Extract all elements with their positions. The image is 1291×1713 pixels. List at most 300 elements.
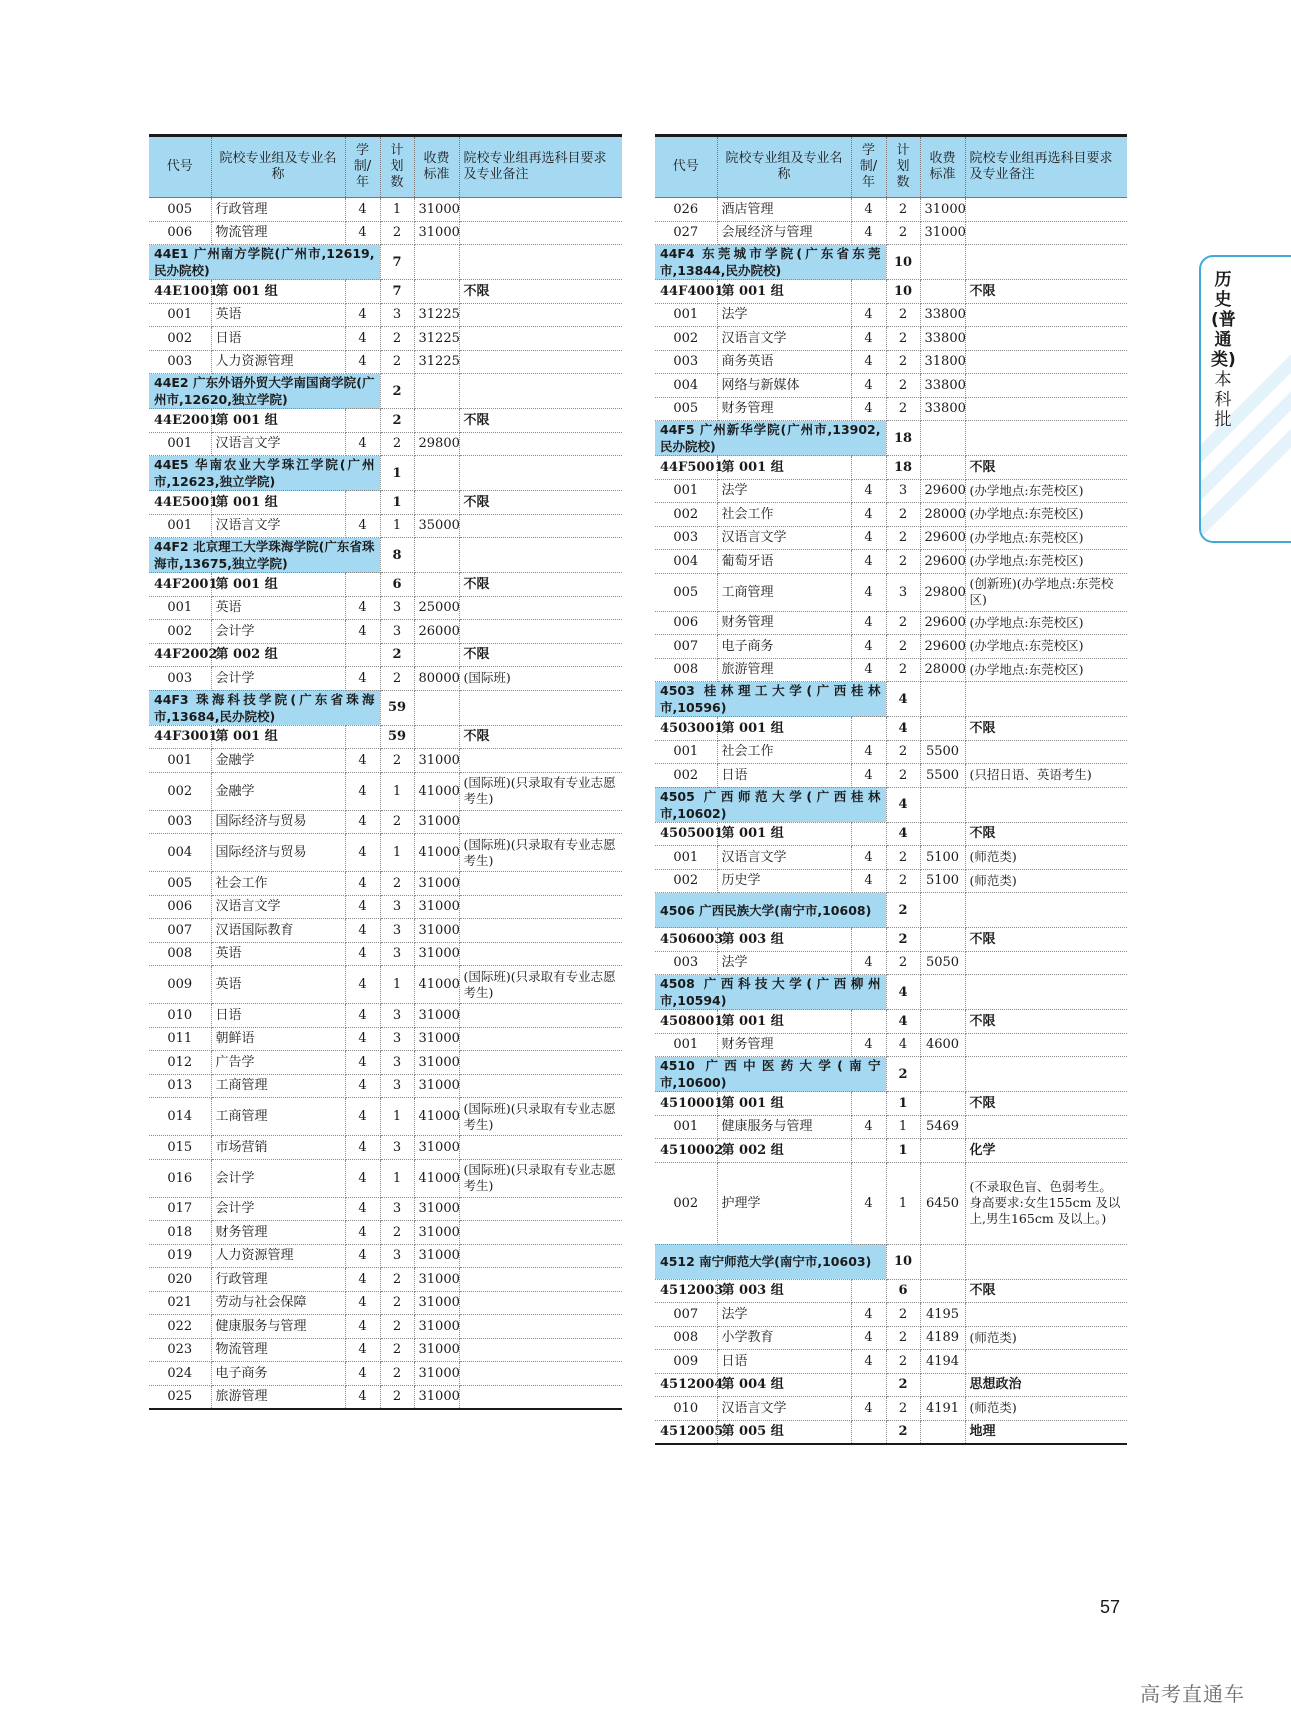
table-header-row [655,136,1127,198]
empty-cell [851,1010,886,1034]
major-row [149,1197,622,1221]
empty-cell [414,643,459,667]
major-note [459,1074,622,1098]
major-years: 4 [851,221,886,245]
major-code: 025 [149,1385,211,1409]
major-row [149,810,622,834]
major-note: (办学地点:东莞校区) [965,635,1127,659]
major-row [655,350,1127,374]
major-note: (只招日语、英语考生) [965,764,1127,788]
major-row [149,1027,622,1051]
major-years: 4 [345,749,380,773]
major-years: 4 [345,1136,380,1160]
major-note [459,872,622,896]
major-code: 002 [655,869,717,893]
major-name: 金融学 [211,772,345,810]
major-fee: 29800 [414,432,459,456]
major-note [965,221,1127,245]
major-name: 汉语言文学 [717,1397,851,1421]
major-note: (办学地点:东莞校区) [965,550,1127,574]
major-row [655,951,1127,975]
major-plan: 2 [886,1350,920,1374]
major-years: 4 [345,667,380,691]
major-years: 4 [345,620,380,644]
empty-cell [851,1279,886,1303]
major-row [149,350,622,374]
major-row [149,1362,622,1386]
major-plan: 3 [380,942,414,966]
major-fee: 31000 [414,221,459,245]
major-row [655,1115,1127,1139]
major-plan: 2 [380,1315,414,1339]
school-plan: 2 [380,374,414,409]
empty-cell [851,822,886,846]
group-requirement: 化学 [965,1139,1127,1163]
empty-cell [920,1057,965,1092]
major-fee: 28000 [920,658,965,682]
major-years: 4 [851,350,886,374]
major-plan: 2 [886,198,920,222]
group-plan: 1 [886,1092,920,1116]
major-name: 法学 [717,1303,851,1327]
major-name: 网络与新媒体 [717,374,851,398]
major-code: 006 [655,611,717,635]
group-requirement: 不限 [965,928,1127,952]
major-plan: 3 [380,1074,414,1098]
major-years: 4 [851,1115,886,1139]
empty-cell [851,1139,886,1163]
major-fee: 29600 [920,635,965,659]
major-row [655,374,1127,398]
major-fee: 33800 [920,327,965,351]
empty-cell [345,643,380,667]
group-requirement: 思想政治 [965,1373,1127,1397]
major-name: 法学 [717,303,851,327]
major-name: 人力资源管理 [211,350,345,374]
group-plan: 4 [886,822,920,846]
major-code: 024 [149,1362,211,1386]
major-row [655,1162,1127,1244]
empty-cell [851,928,886,952]
major-plan: 1 [380,772,414,810]
group-row [655,717,1127,741]
major-name: 旅游管理 [211,1385,345,1409]
group-code: 4512003 [655,1279,717,1303]
school-row [655,893,1127,928]
major-years: 4 [345,1004,380,1028]
side-tab-line2: (普通类) [1211,310,1236,370]
major-row [655,573,1127,611]
major-code: 009 [149,966,211,1004]
group-plan: 2 [886,1420,920,1444]
empty-cell [920,1139,965,1163]
major-plan: 3 [380,1244,414,1268]
major-name: 财务管理 [717,397,851,421]
empty-cell [459,245,622,280]
group-requirement: 不限 [965,822,1127,846]
major-name: 法学 [717,479,851,503]
major-years: 4 [851,303,886,327]
major-years: 4 [851,397,886,421]
empty-cell [965,682,1127,717]
major-fee: 5500 [920,740,965,764]
major-name: 汉语国际教育 [211,919,345,943]
group-code: 44F5001 [655,456,717,480]
school-name: 44E2 广东外语外贸大学南国商学院(广州市,12620,独立学院) [149,374,380,409]
major-name: 英语 [211,303,345,327]
empty-cell [851,1092,886,1116]
major-years: 4 [345,834,380,872]
group-name: 第 005 组 [717,1420,851,1444]
major-row [655,526,1127,550]
major-row [655,1350,1127,1374]
header-fee: 收费标准 [920,136,965,198]
major-note [459,620,622,644]
major-name: 英语 [211,596,345,620]
major-plan: 2 [380,1221,414,1245]
empty-cell [345,409,380,433]
admission-table-right [655,134,1127,1445]
empty-cell [965,421,1127,456]
school-name: 4508 广西科技大学(广西柳州市,10594) [655,975,886,1010]
major-fee: 31000 [414,1315,459,1339]
group-plan: 4 [886,717,920,741]
major-fee: 5469 [920,1115,965,1139]
major-row [655,198,1127,222]
major-plan: 2 [886,503,920,527]
major-plan: 2 [380,1362,414,1386]
major-name: 健康服务与管理 [211,1315,345,1339]
major-code: 004 [655,550,717,574]
empty-cell [965,975,1127,1010]
major-row [655,658,1127,682]
group-row [149,280,622,304]
major-fee: 80000 [414,667,459,691]
empty-cell [414,280,459,304]
major-name: 英语 [211,942,345,966]
major-row [655,1033,1127,1057]
major-plan: 2 [886,1326,920,1350]
major-code: 002 [655,503,717,527]
group-row [149,573,622,597]
group-plan: 2 [886,928,920,952]
group-requirement: 不限 [965,1010,1127,1034]
major-note [459,1338,622,1362]
major-plan: 1 [380,834,414,872]
school-plan: 59 [380,690,414,725]
header-name: 院校专业组及专业名称 [211,136,345,198]
major-fee: 29600 [920,611,965,635]
major-plan: 2 [886,374,920,398]
major-years: 4 [345,942,380,966]
major-plan: 2 [380,432,414,456]
group-requirement: 不限 [459,491,622,515]
major-code: 005 [655,397,717,421]
header-code: 代号 [149,136,211,198]
major-code: 011 [149,1027,211,1051]
major-code: 003 [655,526,717,550]
major-code: 003 [149,350,211,374]
school-row [655,787,1127,822]
school-name: 44F5 广州新华学院(广州市,13902,民办院校) [655,421,886,456]
major-row [149,772,622,810]
group-row [149,409,622,433]
header-fee: 收费标准 [414,136,459,198]
major-row [149,966,622,1004]
empty-cell [459,690,622,725]
header-plan: 计划数 [380,136,414,198]
major-name: 日语 [717,1350,851,1374]
major-row [655,503,1127,527]
group-name: 第 001 组 [717,717,851,741]
major-years: 4 [851,611,886,635]
major-name: 财务管理 [211,1221,345,1245]
major-years: 4 [851,503,886,527]
major-code: 003 [149,810,211,834]
major-plan: 2 [886,764,920,788]
empty-cell [965,1244,1127,1279]
header-code: 代号 [655,136,717,198]
major-fee: 31000 [414,1338,459,1362]
empty-cell [920,975,965,1010]
major-fee: 31225 [414,327,459,351]
major-years: 4 [345,1291,380,1315]
school-name: 44F3 珠海科技学院(广东省珠海市,13684,民办院校) [149,690,380,725]
major-row [655,764,1127,788]
group-code: 4510001 [655,1092,717,1116]
major-code: 022 [149,1315,211,1339]
major-note [459,1197,622,1221]
empty-cell [414,491,459,515]
group-requirement: 不限 [459,280,622,304]
major-note: (师范类) [965,1397,1127,1421]
major-plan: 2 [886,658,920,682]
major-row [149,667,622,691]
major-name: 国际经济与贸易 [211,810,345,834]
major-code: 008 [655,1326,717,1350]
major-fee: 41000 [414,1098,459,1136]
major-name: 葡萄牙语 [717,550,851,574]
group-row [655,822,1127,846]
group-name: 第 001 组 [717,1010,851,1034]
major-plan: 1 [380,1098,414,1136]
major-name: 工商管理 [211,1074,345,1098]
major-code: 008 [655,658,717,682]
major-row [149,749,622,773]
major-code: 026 [655,198,717,222]
group-code: 44F3001 [149,725,211,749]
major-plan: 2 [380,1291,414,1315]
group-code: 44E2001 [149,409,211,433]
major-code: 001 [655,1115,717,1139]
major-fee: 31000 [414,1291,459,1315]
side-tab-line3: 本科批 [1214,370,1232,430]
major-fee: 31000 [414,1221,459,1245]
group-plan: 2 [380,643,414,667]
group-row [655,1010,1127,1034]
major-plan: 2 [886,550,920,574]
major-note [459,919,622,943]
empty-cell [345,573,380,597]
major-note [459,1221,622,1245]
major-code: 002 [655,327,717,351]
header-years: 学制/年 [851,136,886,198]
major-row [149,1136,622,1160]
table-header-row [149,136,622,198]
major-note: (国际班) [459,667,622,691]
major-plan: 2 [380,749,414,773]
major-name: 社会工作 [717,740,851,764]
major-code: 002 [149,327,211,351]
major-fee: 5100 [920,846,965,870]
major-row [655,1326,1127,1350]
major-name: 会计学 [211,1197,345,1221]
major-code: 018 [149,1221,211,1245]
major-row [655,303,1127,327]
major-fee: 31000 [414,895,459,919]
major-note [965,1303,1127,1327]
school-row [149,456,622,491]
major-fee: 6450 [920,1162,965,1244]
major-code: 009 [655,1350,717,1374]
major-years: 4 [851,198,886,222]
major-note: (师范类) [965,1326,1127,1350]
group-name: 第 001 组 [211,491,345,515]
group-plan: 10 [886,280,920,304]
major-code: 001 [149,303,211,327]
empty-cell [920,456,965,480]
major-years: 4 [345,1197,380,1221]
major-plan: 3 [380,1051,414,1075]
major-row [655,397,1127,421]
major-plan: 1 [380,198,414,222]
major-note [965,740,1127,764]
major-name: 历史学 [717,869,851,893]
major-fee: 31000 [414,942,459,966]
major-row [149,1268,622,1292]
major-fee: 4600 [920,1033,965,1057]
empty-cell [965,1057,1127,1092]
group-name: 第 001 组 [211,725,345,749]
major-name: 汉语言文学 [717,846,851,870]
group-row [655,1420,1127,1444]
empty-cell [414,245,459,280]
major-note: (国际班)(只录取有专业志愿考生) [459,834,622,872]
major-code: 006 [149,221,211,245]
major-years: 4 [345,895,380,919]
major-years: 4 [851,740,886,764]
empty-cell [920,421,965,456]
major-fee: 31225 [414,350,459,374]
group-row [655,1373,1127,1397]
header-requirement: 院校专业组再选科目要求及专业备注 [459,136,622,198]
major-row [655,846,1127,870]
major-fee: 31225 [414,303,459,327]
major-plan: 2 [380,1338,414,1362]
school-name: 4512 南宁师范大学(南宁市,10603) [655,1244,886,1279]
major-row [655,611,1127,635]
major-code: 023 [149,1338,211,1362]
major-years: 4 [851,635,886,659]
major-note: (不录取色盲、色弱考生。身高要求:女生155cm 及以上,男生165cm 及以上。) [965,1162,1127,1244]
major-note [459,942,622,966]
major-fee: 31000 [414,1385,459,1409]
group-code: 4508001 [655,1010,717,1034]
major-years: 4 [851,479,886,503]
major-years: 4 [345,966,380,1004]
major-years: 4 [851,846,886,870]
major-code: 002 [149,772,211,810]
empty-cell [414,409,459,433]
major-fee: 4194 [920,1350,965,1374]
major-plan: 1 [380,514,414,538]
empty-cell [920,1244,965,1279]
major-note: (师范类) [965,846,1127,870]
major-fee: 31000 [414,919,459,943]
major-years: 4 [851,1326,886,1350]
table-body-right [655,136,1127,1444]
group-requirement: 不限 [459,643,622,667]
major-plan: 3 [380,1004,414,1028]
major-note [459,1027,622,1051]
major-fee: 33800 [920,397,965,421]
school-plan: 4 [886,975,920,1010]
major-years: 4 [851,1350,886,1374]
major-fee: 5050 [920,951,965,975]
major-fee: 31000 [414,1197,459,1221]
major-name: 会计学 [211,667,345,691]
major-row [655,221,1127,245]
major-note [965,303,1127,327]
major-plan: 3 [380,919,414,943]
major-fee: 4191 [920,1397,965,1421]
group-row [655,456,1127,480]
major-fee: 31000 [414,1362,459,1386]
major-note [459,432,622,456]
major-note [459,1051,622,1075]
empty-cell [965,787,1127,822]
major-code: 008 [149,942,211,966]
major-plan: 3 [380,1027,414,1051]
major-name: 汉语言文学 [211,895,345,919]
major-plan: 2 [886,1303,920,1327]
major-code: 012 [149,1051,211,1075]
major-years: 4 [851,550,886,574]
major-years: 4 [345,1098,380,1136]
empty-cell [920,928,965,952]
group-code: 44E1001 [149,280,211,304]
empty-cell [345,491,380,515]
group-code: 4510002 [655,1139,717,1163]
major-years: 4 [345,772,380,810]
empty-cell [414,573,459,597]
major-note [459,350,622,374]
major-fee: 41000 [414,1159,459,1197]
empty-cell [920,717,965,741]
major-name: 法学 [717,951,851,975]
major-plan: 2 [380,1268,414,1292]
group-plan: 2 [380,409,414,433]
major-plan: 2 [886,350,920,374]
empty-cell [851,717,886,741]
major-code: 010 [149,1004,211,1028]
major-note [459,1244,622,1268]
empty-cell [414,690,459,725]
major-name: 会计学 [211,1159,345,1197]
group-row [655,1092,1127,1116]
major-name: 会展经济与管理 [717,221,851,245]
major-name: 劳动与社会保障 [211,1291,345,1315]
